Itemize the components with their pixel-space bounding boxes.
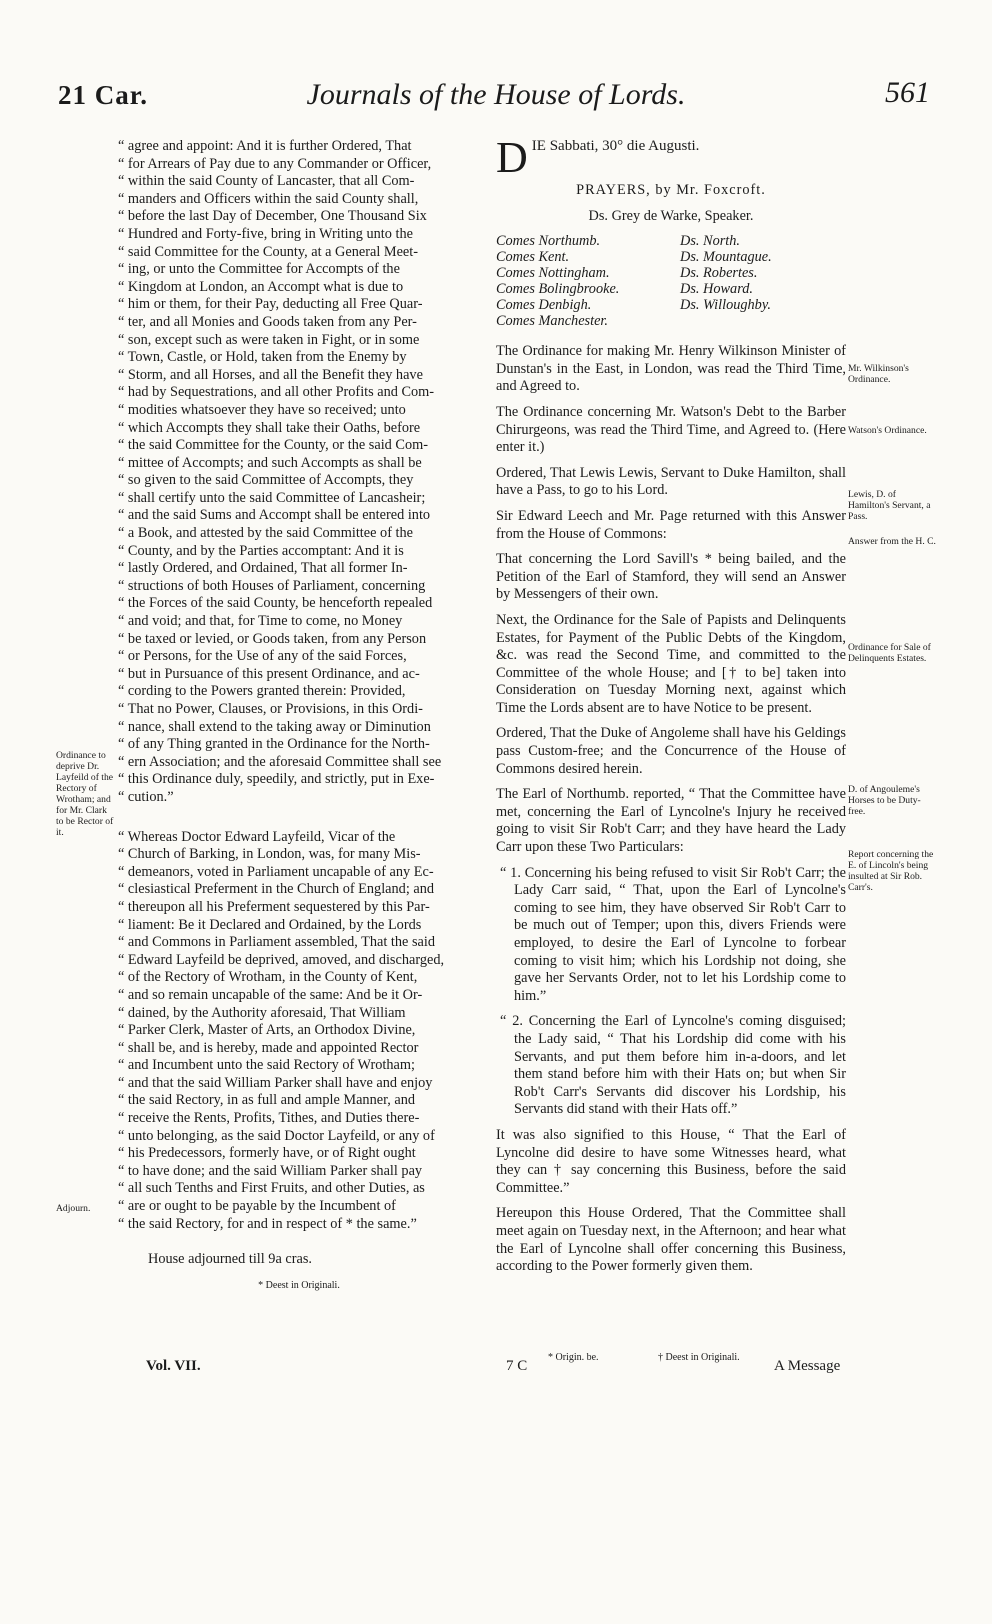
ordinance-line: “ which Accompts they shall take their Oaths, before <box>118 419 421 436</box>
ordinance-line: “ the said Rectory, in as full and ample Manner, and <box>118 1092 416 1109</box>
page-number: 561 <box>885 76 930 109</box>
paragraph-watson: The Ordinance concerning Mr. Watson's Debt to the Barber Chirurgeons, was read the Third Time, and Agreed to. (Here enter it.) <box>496 403 846 456</box>
ordinance-line: “ clesiastical Preferment in the Church of England; and <box>118 881 435 898</box>
ordinance-line: “ but in Pursuance of this present Ordinance, and ac- <box>118 665 420 682</box>
ordinance-line: “ and Incumbent unto the said Rectory of Wrotham; <box>118 1057 415 1074</box>
ordinance-line: “ said Committee for the County, at a General Meet- <box>118 243 419 260</box>
ordinance-line: “ Edward Layfeild be deprived, amoved, and discharged, <box>118 951 445 968</box>
ordinance-line: “ nance, shall extend to the taking away or Diminution <box>118 718 431 735</box>
paragraph-savill: That concerning the Lord Savill's * being bailed, and the Petition of the Earl of Stamford, they will send an Answer by Messengers of their own. <box>496 551 846 603</box>
right-column <box>496 138 846 1284</box>
footnote-2: † Deest in Originali. <box>658 1352 740 1363</box>
ordinance-line: “ ern Association; and the aforesaid Committee shall see <box>118 753 442 770</box>
ordinance-line: “ structions of both Houses of Parliament, concerning <box>118 577 426 594</box>
ordinance-line: “ this Ordinance duly, speedily, and strictly, put in Exe- <box>118 771 435 788</box>
ordinance-line: “ and so remain uncapable of the same: And be it Or- <box>118 986 423 1003</box>
ordinance-line: “ shall certify unto the said Committee of Lancasheir; <box>118 489 426 506</box>
ordinance-line: “ Hundred and Forty-five, bring in Writing unto the <box>118 225 413 242</box>
paragraph-witnesses: It was also signified to this House, “ That the Earl of Lyncolne did desire to have some Witnesses heard, what they can † say concerning this Business, before the said Committee.” <box>496 1126 846 1196</box>
paragraph-papists: Next, the Ordinance for the Sale of Papists and Delinquents Estates, for Payment of the Public Debts of the Kingdom, &c. was read the Second Time, and committed to the Committee of the whole House; and [† to be] taken into Consideration on Tuesday Morning next, against which Time the Lords absent are to have Notice to be present. <box>496 611 846 716</box>
ordinance-line: “ so given to the said Committee of Accompts, they <box>118 472 414 489</box>
ordinance-line: “ receive the Rents, Profits, Tithes, and Duties there- <box>118 1110 420 1127</box>
attendee-earl: Comes Kent. <box>496 249 570 266</box>
ordinance-line: “ Parker Clerk, Master of Arts, an Orthodox Divine, <box>118 1022 416 1039</box>
ordinance-line: “ Whereas Doctor Edward Layfeild, Vicar of the <box>118 828 396 845</box>
page-header <box>0 72 992 122</box>
footnote-1: * Origin. be. <box>548 1352 599 1363</box>
ordinance-line: “ Storm, and all Horses, and all the Benefit they have <box>118 366 423 383</box>
left-column <box>118 138 480 1302</box>
attendee-baron: Ds. Mountague. <box>680 249 772 266</box>
attendee-earl: Comes Northumb. <box>496 233 601 250</box>
attendance-list <box>496 233 846 329</box>
ordinance-line: “ his Predecessors, formerly have, or of Right ought <box>118 1145 416 1162</box>
paragraph-particular-2: “ 2. Concerning the Earl of Lyncolne's coming disguised; the Lady said, “ That his Lordship did come with his Servants, and put them before him in-a-doors, and let them stand before him with their Hats on; but when Sir Rob't Carr's Servants did discover his Lordship, his Servants did stand with their Hats off.” <box>500 1013 846 1118</box>
catchword: A Message <box>774 1358 841 1374</box>
ordinance-line: “ the said Committee for the County, or the said Com- <box>118 437 428 454</box>
ordinance-line: “ son, except such as were taken in Fight, or in some <box>118 331 420 348</box>
ordinance-line: “ Town, Castle, or Hold, taken from the Enemy by <box>118 349 407 366</box>
ordinance-line: “ dained, by the Authority aforesaid, That William <box>118 1004 406 1021</box>
attendee-baron: Ds. Robertes. <box>680 265 758 282</box>
ordinance-line: “ agree and appoint: And it is further Ordered, That <box>118 138 412 154</box>
ordinance-line: “ ing, or unto the Committee for Accompts of the <box>118 261 400 278</box>
ordinance-line: “ cution.” <box>118 788 174 805</box>
ordinance-line: “ all such Tenths and First Fruits, and other Duties, as <box>118 1180 425 1197</box>
attendee-baron: Ds. Howard. <box>680 281 753 298</box>
attendee-earl: Comes Denbigh. <box>496 297 592 314</box>
ordinance-line: “ for Arrears of Pay due to any Commander or Officer, <box>118 155 432 172</box>
signature-mark: 7 C <box>506 1358 528 1374</box>
ordinance-line: “ ter, and all Monies and Goods taken from any Per- <box>118 313 417 330</box>
ordinance-line: “ the said Rectory, for and in respect of * the same.” <box>118 1215 417 1232</box>
attendee-baron: Ds. Willoughby. <box>680 297 771 314</box>
ordinance-line: “ Kingdom at London, an Accompt what is due to <box>118 278 404 295</box>
ordinance-line: “ of any Thing granted in the Ordinance for the North- <box>118 736 430 753</box>
ordinance-line: “ That no Power, Clauses, or Provisions, in this Ordi- <box>118 701 423 717</box>
attendee-baron: Ds. North. <box>680 233 740 250</box>
ordinance-line: “ and the said Sums and Accompt shall be entered into <box>118 507 431 524</box>
paragraph-report: The Earl of Northumb. reported, “ That the Committee have met, concerning the Earl of Lyncolne's Injury he received going to visit Sir Rob't Carr; and they have heard the Lady Carr upon these Two Particulars: <box>496 786 846 856</box>
ordinance-line: “ the Forces of the said County, be henceforth repealed <box>118 595 433 612</box>
volume-label: Vol. VII. <box>146 1358 201 1374</box>
running-head-left: 21 Car. <box>58 80 149 110</box>
ordinance-line: “ Church of Barking, in London, was, for many Mis- <box>118 846 421 863</box>
ordinance-line: “ County, and by the Parties accomptant: And it is <box>118 542 404 559</box>
ordinance-line: “ to have done; and the said William Parker shall pay <box>118 1162 423 1179</box>
sitting-date: D IE Sabbati, 30° die Augusti. <box>496 138 700 176</box>
prayers-line: PRAYERS, by Mr. Foxcroft. <box>576 182 766 198</box>
ordinance-line: “ had by Sequestrations, and all other Profits and Com- <box>118 384 435 401</box>
ordinance-continuation <box>118 138 480 807</box>
ordinance-line: “ within the said County of Lancaster, that all Com- <box>118 173 415 190</box>
ordinance-line: “ shall be, and is hereby, made and appointed Rector <box>118 1039 419 1056</box>
ordinance-line: “ modities whatsoever they have so received; unto <box>118 401 406 418</box>
running-title: Journals of the House of Lords. <box>306 78 686 111</box>
ordinance-line: “ are or ought to be payable by the Incumbent of <box>118 1198 396 1215</box>
attendee-earl: Comes Bolingbrooke. <box>496 281 620 298</box>
paragraph-particular-1: “ 1. Concerning his being refused to visit Sir Rob't Carr; the Lady Carr said, “ That, upon the Earl of Lyncolne's coming to see him, they have observed Sir Rob't Carr to be much out of Temper; upon this, divers Friends were employed, to desire the Earl of Lyncolne to forbear coming to visit him; which his Lordship not doing, she gave her Servants Order, not to let his Lordship come to him.” <box>500 864 846 1004</box>
ordinance-line: “ demeanors, voted in Parliament uncapable of any Ec- <box>118 863 434 880</box>
paragraph-angoleme: Ordered, That the Duke of Angoleme shall have his Geldings pass Custom-free; and the Concurrence of the House of Commons desired herein. <box>496 725 846 777</box>
paragraph-committee-meet: Hereupon this House Ordered, That the Committee shall meet again on Tuesday next, in the Afternoon; and hear what the Earl of Lyncolne shall offer concerning this Business, according to the Power formerly given them. <box>496 1205 846 1275</box>
ordinance-line: “ and void; and that, for Time to come, no Money <box>118 613 403 630</box>
margin-note-report: Report concerning the E. of Lincoln's being insulted at Sir Rob. Carr's. <box>848 849 934 893</box>
ordinance-line: “ manders and Officers within the said County shall, <box>118 190 419 207</box>
ordinance-line: “ or Persons, for the Use of any of the said Forces, <box>118 648 407 665</box>
attendee-earl: Comes Nottingham. <box>496 265 610 282</box>
ordinance-line: “ before the last Day of December, One Thousand Six <box>118 208 427 225</box>
speaker-line: Ds. Grey de Warke, Speaker. <box>588 207 754 224</box>
left-footnote: * Deest in Originali. <box>258 1279 340 1291</box>
ordinance-line: “ lastly Ordered, and Ordained, That all former In- <box>118 560 408 577</box>
margin-note-delinquents: Ordinance for Sale of Delinquents Estates. <box>848 642 931 664</box>
ordinance-layfeild <box>118 829 480 1234</box>
ordinance-line: “ and Commons in Parliament assembled, That the said <box>118 934 435 951</box>
ordinance-line: “ liament: Be it Declared and Ordained, by the Lords <box>118 916 422 933</box>
ordinance-line: “ a Book, and attested by the said Committee of the <box>118 525 413 542</box>
margin-note-answer: Answer from the H. C. <box>848 536 936 547</box>
ordinance-line: “ unto belonging, as the said Doctor Layfeild, or any of <box>118 1127 435 1144</box>
ordinance-line: “ cording to the Powers granted therein: Provided, <box>118 683 406 700</box>
ordinance-line: “ mittee of Accompts; and such Accompts as shall be <box>118 454 422 471</box>
margin-note-watson: Watson's Ordinance. <box>848 425 927 436</box>
ordinance-line: “ thereupon all his Preferment sequestered by this Par- <box>118 898 430 915</box>
margin-note-adjourn: Adjourn. <box>56 1203 91 1214</box>
ordinance-line: “ and that the said William Parker shall have and enjoy <box>118 1074 433 1091</box>
margin-note-ordinance-layfeild: Ordinance to deprive Dr. Layfeild of the Rectory of Wrotham; and for Mr. Clark to be Rector of it. <box>56 750 114 838</box>
ordinance-line: “ of the Rectory of Wrotham, in the County of Kent, <box>118 969 418 986</box>
margin-note-lewis: Lewis, D. of Hamilton's Servant, a Pass. <box>848 489 931 522</box>
paragraph-leech: Sir Edward Leech and Mr. Page returned with this Answer from the House of Commons: <box>496 507 846 542</box>
margin-note-wilkinson: Mr. Wilkinson's Ordinance. <box>848 363 909 385</box>
drop-cap: D <box>496 138 528 176</box>
margin-note-angouleme: D. of Angouleme's Horses to be Duty-free. <box>848 784 921 817</box>
attendee-earl: Comes Manchester. <box>496 313 608 330</box>
ordinance-line: “ him or them, for their Pay, deducting all Free Quar- <box>118 296 423 313</box>
paragraph-wilkinson: The Ordinance for making Mr. Henry Wilkinson Minister of Dunstan's in the East, in London, was read the Third Time, and Agreed to. <box>496 343 846 395</box>
paragraph-lewis: Ordered, That Lewis Lewis, Servant to Duke Hamilton, shall have a Pass, to go to his Lord. <box>496 464 846 499</box>
adjourn-line: House adjourned till 9a cras. <box>148 1251 312 1268</box>
ordinance-line: “ be taxed or levied, or Goods taken, from any Person <box>118 630 427 647</box>
